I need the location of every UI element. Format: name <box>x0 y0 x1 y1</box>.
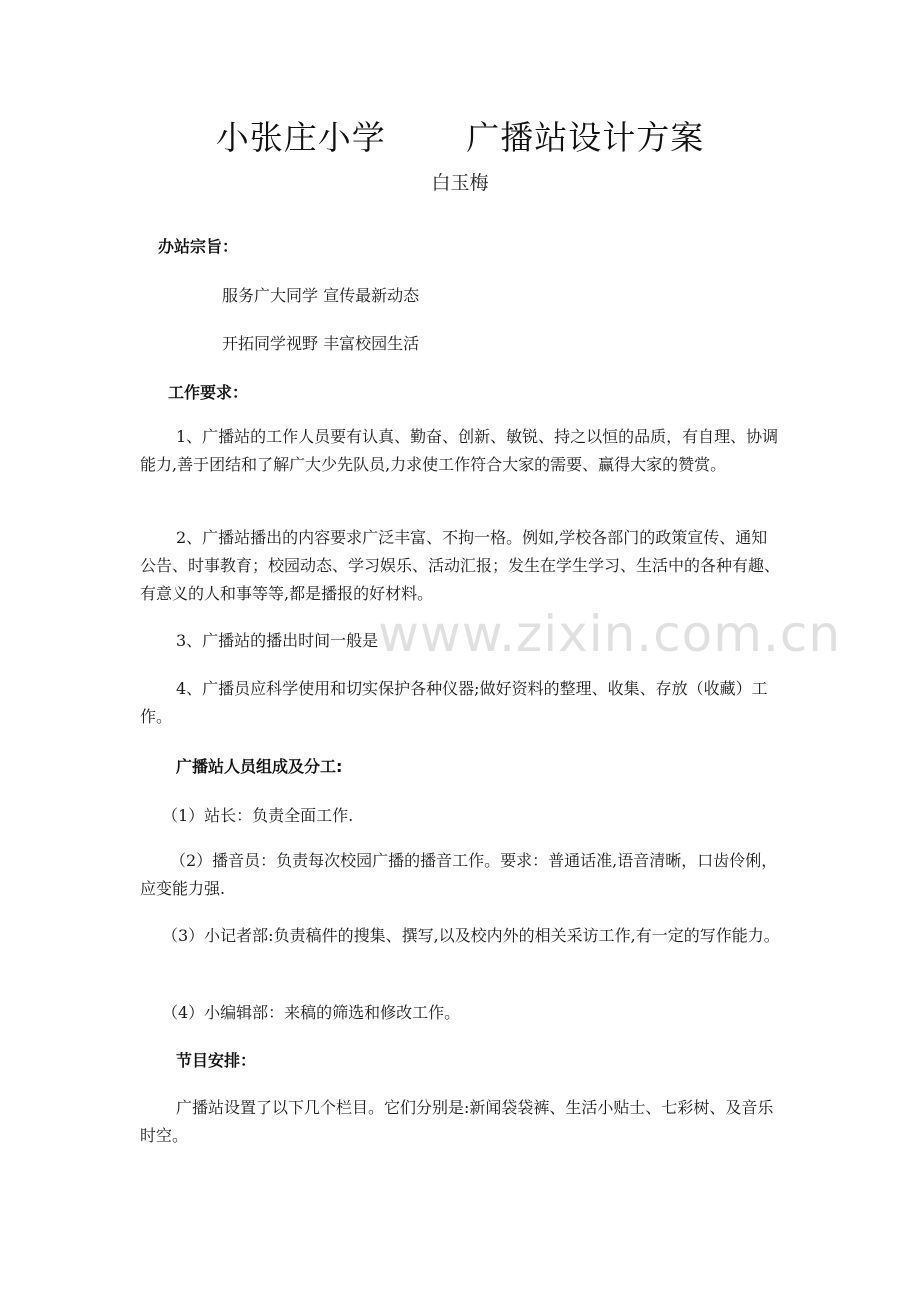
requirement-item: 2、广播站播出的内容要求广泛丰富、不拘一格。例如,学校各部门的政策宣传、通知公告、时事教育；校园动态、学习娱乐、活动汇报；发生在学生学习、生活中的各种有趣、有意义的人和事等等,都是播报的好材料。 <box>140 528 781 603</box>
author-name: 白玉梅 <box>431 172 489 194</box>
requirements-heading: 工作要求： <box>168 383 249 402</box>
staff-item: （2）播音员：负责每次校园广播的播音工作。要求：普通话准,语音清晰，口齿伶俐，应变能力强. <box>140 851 778 898</box>
programs-heading: 节目安排： <box>176 1051 257 1070</box>
requirement-item: 3、广播站的播出时间一般是 <box>176 631 379 650</box>
staff-item: （4）小编辑部：来稿的筛选和修改工作。 <box>162 1003 461 1022</box>
document-title: 小张庄小学 广播站设计方案 <box>215 118 705 157</box>
staff-item: （3）小记者部:负责稿件的搜集、撰写,以及校内外的相关采访工作,有一定的写作能力。 <box>162 926 780 945</box>
staff-heading: 广播站人员组成及分工: <box>176 757 343 776</box>
programs-text: 广播站设置了以下几个栏目。它们分别是:新闻袋袋裤、生活小贴士、七彩树、及音乐时空。 <box>140 1098 774 1145</box>
watermark-text: www.zixin.com.cn <box>378 605 842 663</box>
staff-item: （1）站长：负责全面工作. <box>162 806 354 825</box>
requirement-item: 4、广播员应科学使用和切实保护各种仪器;做好资料的整理、收集、存放（收藏）工作。 <box>140 679 768 726</box>
purpose-line: 开拓同学视野 丰富校园生活 <box>222 334 420 353</box>
requirement-item: 1、广播站的工作人员要有认真、勤奋、创新、敏锐、持之以恒的品质，有自理、协调能力,善于团结和了解广大少先队员,力求使工作符合大家的需要、赢得大家的赞赏。 <box>140 427 779 474</box>
purpose-line: 服务广大同学 宣传最新动态 <box>222 286 420 305</box>
purpose-heading: 办站宗旨： <box>158 237 239 256</box>
